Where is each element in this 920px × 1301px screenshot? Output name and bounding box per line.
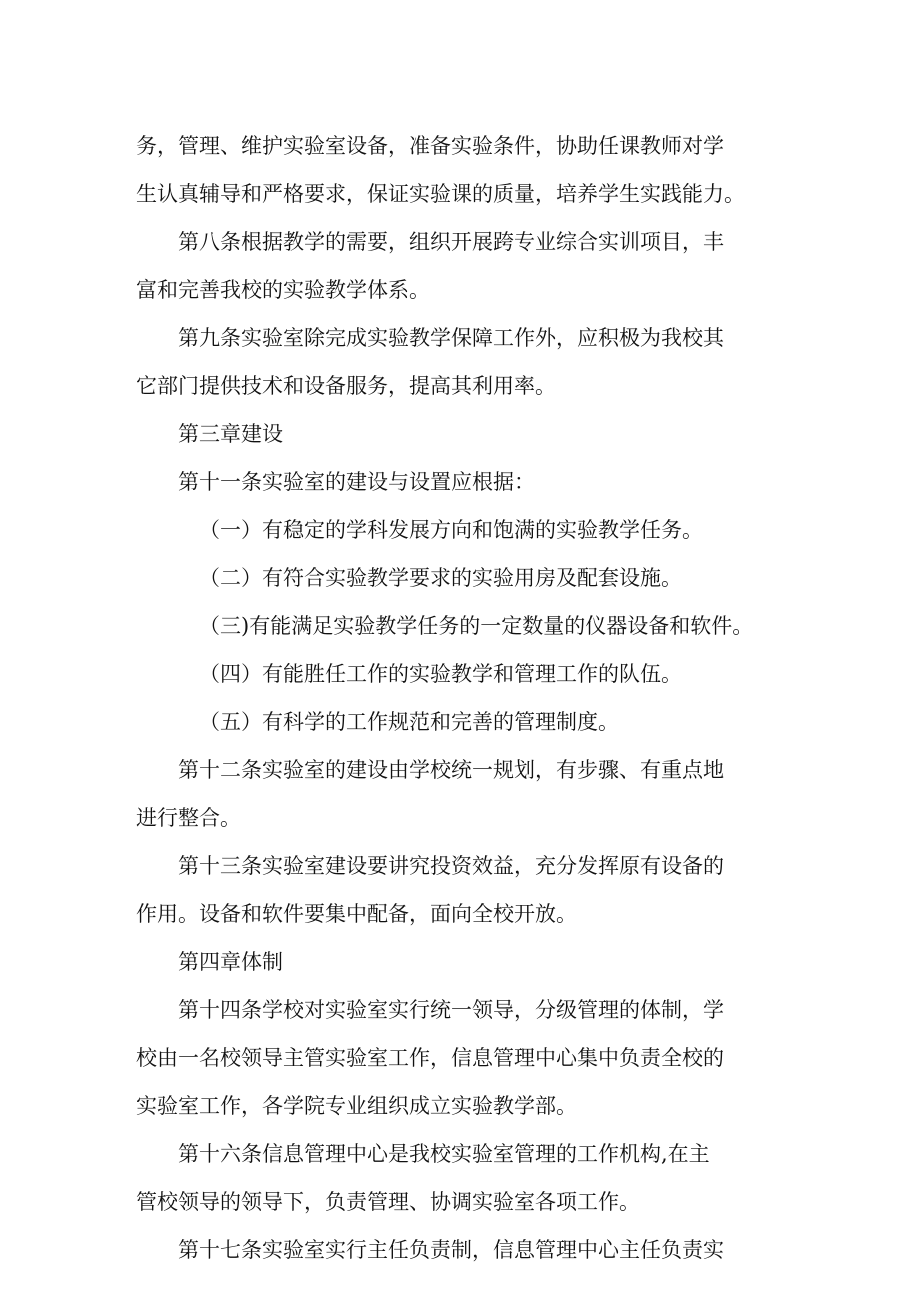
paragraph — [136, 1130, 796, 1226]
chapter-heading — [136, 938, 796, 986]
text-line: （五）有科学的工作规范和完善的管理制度。 — [199, 710, 619, 734]
paragraph — [136, 842, 796, 938]
list-item — [136, 602, 796, 650]
text-line: （一）有稳定的学科发展方向和饱满的实验教学任务。 — [199, 518, 703, 542]
paragraph — [136, 1226, 796, 1274]
text-line: 管校领导的领导下，负责管理、协调实验室各项工作。 — [136, 1190, 640, 1214]
text-line: 第十三条实验室建设要讲究投资效益，充分发挥原有设备的 — [178, 854, 724, 878]
paragraph — [136, 746, 796, 842]
text-line: 第十一条实验室的建设与设置应根据： — [178, 470, 535, 494]
text-line: （二）有符合实验教学要求的实验用房及配套设施。 — [199, 566, 682, 590]
list-item — [136, 698, 796, 746]
paragraph — [136, 218, 796, 314]
chapter-heading — [136, 410, 796, 458]
text-line: 富和完善我校的实验教学体系。 — [136, 278, 430, 302]
text-line: 第十二条实验室的建设由学校统一规划，有步骤、有重点地 — [178, 758, 724, 782]
text-line: 校由一名校领导主管实验室工作，信息管理中心集中负责全校的 — [136, 1046, 724, 1070]
list-item — [136, 650, 796, 698]
paragraph — [136, 314, 796, 410]
text-line: （四）有能胜任工作的实验教学和管理工作的队伍。 — [199, 662, 682, 686]
text-line: （三)有能满足实验教学任务的一定数量的仪器设备和软件。 — [199, 614, 754, 638]
text-line: 它部门提供技术和设备服务，提高其利用率。 — [136, 374, 556, 398]
paragraph — [136, 122, 796, 218]
list-item — [136, 554, 796, 602]
text-line: 第三章建设 — [178, 422, 283, 446]
text-line: 第十六条信息管理中心是我校实验室管理的工作机构,在主 — [178, 1142, 710, 1166]
text-line: 生认真辅导和严格要求，保证实验课的质量，培养学生实践能力。 — [136, 182, 745, 206]
document-body — [136, 122, 796, 1274]
text-line: 务，管理、维护实验室设备，准备实验条件，协助任课教师对学 — [136, 134, 724, 158]
paragraph — [136, 458, 796, 506]
text-line: 第九条实验室除完成实验教学保障工作外，应积极为我校其 — [178, 326, 724, 350]
text-line: 第八条根据教学的需要，组织开展跨专业综合实训项目，丰 — [178, 230, 724, 254]
text-line: 第十四条学校对实验室实行统一领导，分级管理的体制，学 — [178, 998, 724, 1022]
paragraph — [136, 986, 796, 1130]
text-line: 第四章体制 — [178, 950, 283, 974]
text-line: 作用。设备和软件要集中配备，面向全校开放。 — [136, 902, 577, 926]
text-line: 第十七条实验室实行主任负责制，信息管理中心主任负责实 — [178, 1238, 724, 1262]
list-item — [136, 506, 796, 554]
text-line: 进行整合。 — [136, 806, 241, 830]
text-line: 实验室工作，各学院专业组织成立实验教学部。 — [136, 1094, 577, 1118]
